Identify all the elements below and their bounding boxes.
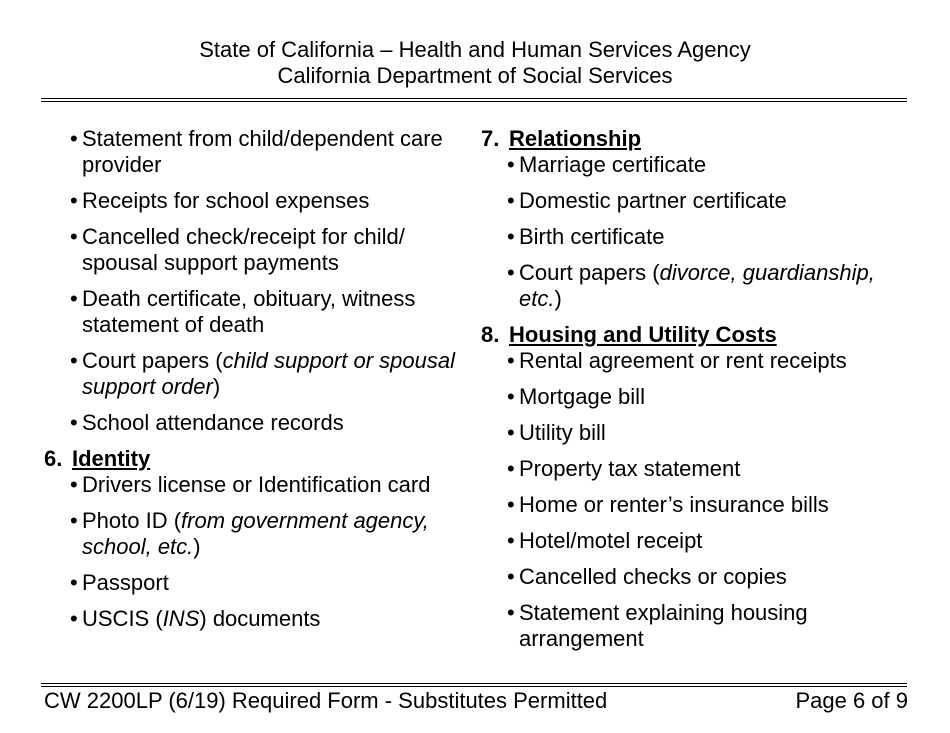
item-text: Hotel/motel receipt (519, 528, 703, 553)
list-item (481, 528, 911, 554)
section-6-items-list (44, 472, 469, 632)
item-text: Passport (82, 570, 169, 595)
item-text: Court papers ( (82, 348, 223, 373)
item-text: USCIS ( (82, 606, 163, 631)
bullet-icon: • (70, 410, 78, 435)
section-8-heading (481, 322, 911, 348)
header-rule-top (41, 98, 907, 99)
item-text: Utility bill (519, 420, 606, 445)
item-text-italic: child support or spousal support order (82, 348, 455, 399)
item-text-suffix: ) (193, 534, 201, 559)
section-6-number: 6. (44, 446, 63, 471)
section-6-heading (44, 446, 469, 472)
bullet-icon: • (70, 472, 78, 497)
footer-rule-top (41, 683, 907, 684)
bullet-icon: • (507, 260, 515, 285)
list-item (44, 286, 469, 338)
bullet-icon: • (70, 188, 78, 213)
bullet-icon: • (507, 420, 515, 445)
item-text: Rental agreement or rent receipts (519, 348, 847, 373)
item-text: Receipts for school expenses (82, 188, 370, 213)
item-text: Statement explaining housing arrangement (519, 600, 808, 651)
bullet-icon: • (507, 600, 515, 625)
section-8-title: Housing and Utility Costs (509, 322, 777, 347)
bullet-icon: • (70, 606, 78, 631)
list-item (44, 348, 469, 400)
bullet-icon: • (507, 224, 515, 249)
item-text: Marriage certificate (519, 152, 707, 177)
item-text: Drivers license or Identification card (82, 472, 431, 497)
item-text: Mortgage bill (519, 384, 645, 409)
bullet-icon: • (70, 348, 78, 373)
header-rule-bottom (41, 101, 907, 102)
item-text-suffix: ) (212, 374, 221, 399)
item-text-italic: INS (162, 606, 200, 631)
item-text: Statement from child/dependent care provider (82, 126, 443, 177)
bullet-icon: • (507, 456, 515, 481)
item-text: Domestic partner certificate (519, 188, 787, 213)
item-text-italic: divorce, guardianship, etc. (519, 260, 875, 311)
item-text-suffix: ) (554, 286, 562, 311)
list-item (481, 384, 911, 410)
bullet-icon: • (507, 492, 515, 517)
bullet-icon: • (507, 564, 515, 589)
section-7-number: 7. (481, 126, 500, 151)
list-item (44, 508, 469, 560)
item-text: Photo ID ( (82, 508, 182, 533)
section-7-title: Relationship (509, 126, 642, 151)
footer-page-number: Page 6 of 9 (795, 688, 908, 713)
list-item (481, 456, 911, 482)
bullet-icon: • (507, 348, 515, 373)
right-column (481, 126, 911, 662)
left-items-list (44, 126, 469, 436)
page-footer (44, 688, 908, 714)
list-item (481, 260, 911, 312)
header-agency: State of California – Health and Human Services Agency (199, 37, 751, 62)
item-text: Cancelled check/receipt for child/ spousal support payments (82, 224, 405, 275)
bullet-icon: • (70, 224, 78, 249)
list-item (44, 188, 469, 214)
list-item (44, 224, 469, 276)
header-department: California Department of Social Services (277, 63, 673, 88)
section-8-items-list (481, 348, 911, 652)
item-text-suffix: ) documents (199, 606, 321, 631)
list-item (44, 606, 469, 632)
list-item (481, 420, 911, 446)
list-item (481, 152, 911, 178)
list-item (44, 410, 469, 436)
section-7-heading (481, 126, 911, 152)
bullet-icon: • (70, 570, 78, 595)
footer-form-id: CW 2200LP (6/19) Required Form - Substitutes Permitted (44, 688, 608, 713)
footer-rule-bottom (41, 686, 907, 687)
section-7-items-list (481, 152, 911, 312)
item-text: Cancelled checks or copies (519, 564, 787, 589)
item-text-italic: from government agency, school, etc. (82, 508, 429, 559)
bullet-icon: • (70, 126, 78, 151)
list-item (481, 600, 911, 652)
item-text: Birth certificate (519, 224, 665, 249)
item-text: Property tax statement (519, 456, 741, 481)
bullet-icon: • (507, 188, 515, 213)
item-text: Court papers ( (519, 260, 660, 285)
page-header (0, 37, 950, 89)
section-8-number: 8. (481, 322, 500, 347)
list-item (44, 570, 469, 596)
list-item (44, 472, 469, 498)
item-text: School attendance records (82, 410, 344, 435)
bullet-icon: • (507, 528, 515, 553)
bullet-icon: • (70, 286, 78, 311)
bullet-icon: • (507, 384, 515, 409)
item-text: Home or renter’s insurance bills (519, 492, 829, 517)
list-item (481, 224, 911, 250)
list-item (44, 126, 469, 178)
section-6-title: Identity (72, 446, 151, 471)
bullet-icon: • (507, 152, 515, 177)
item-text: Death certificate, obituary, witness statement of death (82, 286, 416, 337)
left-column (44, 126, 469, 642)
list-item (481, 564, 911, 590)
bullet-icon: • (70, 508, 78, 533)
list-item (481, 492, 911, 518)
list-item (481, 188, 911, 214)
list-item (481, 348, 911, 374)
